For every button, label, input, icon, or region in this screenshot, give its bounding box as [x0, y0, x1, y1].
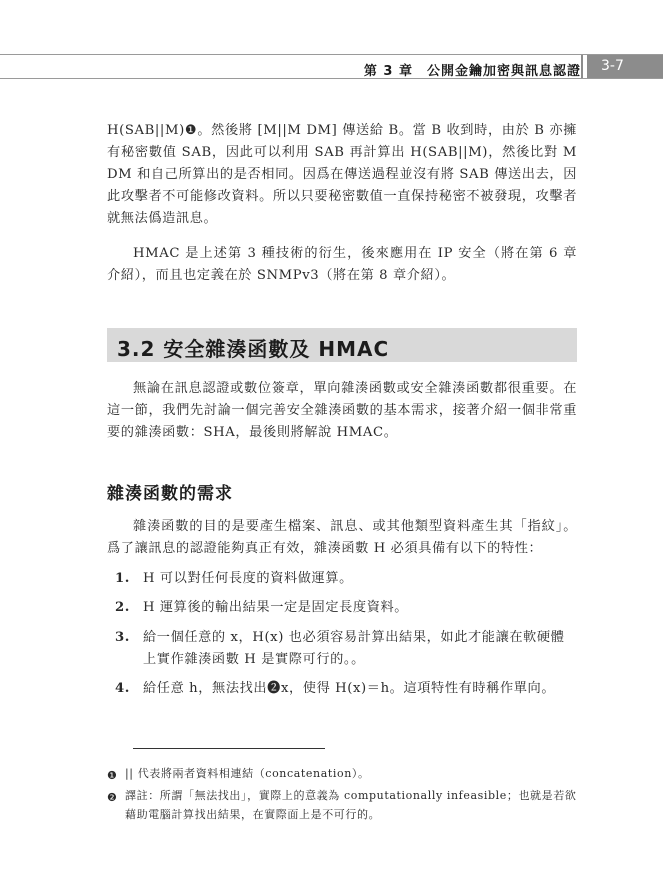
list-item-text: H 運算後的輸出結果一定是固定長度資料。	[143, 600, 409, 615]
section-title: 3.2 安全雜湊函數及 HMAC	[117, 337, 390, 361]
list-item-text: H 可以對任何長度的資料做運算。	[143, 571, 353, 586]
list-item-number: 4.	[115, 681, 130, 696]
subsection-title: 雜湊函數的需求	[107, 484, 233, 504]
list-item-number: 1.	[115, 571, 130, 586]
footnote-mark: ❷	[107, 791, 118, 804]
running-header	[0, 54, 663, 80]
paragraph-section-intro: 無論在訊息認證或數位簽章，單向雜湊函數或安全雜湊函數都很重要。在這一節，我們先討論一個完善安全雜湊函數的基本需求，接著介紹一個非常重要的雜湊函數：SHA，最後則將解說 HMAC。	[107, 381, 577, 440]
footnote-text: 譯註：所謂「無法找出」，實際上的意義為 computationally infeasible；也就是若欲藉助電腦計算找出結果，在實際面上是不可行的。	[125, 789, 577, 821]
section-heading-band	[107, 328, 577, 362]
list-item-text: 給任意 h，無法找出❷x，使得 H(x)＝h。這項特性有時稱作單向。	[143, 681, 556, 696]
footnote-mark: ❶	[107, 769, 118, 782]
footnote-separator	[133, 748, 325, 749]
footnote-text: || 代表將兩者資料相連結（concatenation）。	[125, 767, 370, 780]
paragraph-hash-purpose: 雜湊函數的目的是要產生檔案、訊息、或其他類型資料產生其「指紋」。爲了讓訊息的認證能夠真正有效，雜湊函數 H 必須具備有以下的特性：	[107, 519, 577, 556]
list-item-number: 3.	[115, 630, 130, 645]
paragraph-hmac-intro: H(SAB||M)❶。然後將 [M||M DM] 傳送給 B。當 B 收到時，由於 B 亦擁有秘密數值 SAB，因此可以利用 SAB 再計算出 H(SAB||M)，然後比對 M DM 和自己所算出的是否相同。因爲在傳送過程並沒有將 SAB 傳送出去，因此攻擊者不可能修改資料。所以只要秘密數值一直保持秘密不被發現，攻擊者就無法僞造訊息。	[107, 123, 577, 226]
header-top-rule	[0, 54, 663, 55]
page-number: 3-7	[587, 55, 663, 78]
paragraph-hmac-derivative: HMAC 是上述第 3 種技術的衍生，後來應用在 IP 安全（將在第 6 章介紹），而且也定義在於 SNMPv3（將在第 8 章介紹）。	[107, 246, 577, 283]
chapter-title: 第 3 章 公開金鑰加密與訊息認證	[363, 64, 581, 79]
list-item-number: 2.	[115, 600, 130, 615]
list-item-text: 給一個任意的 x，H(x) 也必須容易計算出結果，如此才能讓在軟硬體上實作雜湊函數 H 是實際可行的。。	[143, 630, 565, 667]
